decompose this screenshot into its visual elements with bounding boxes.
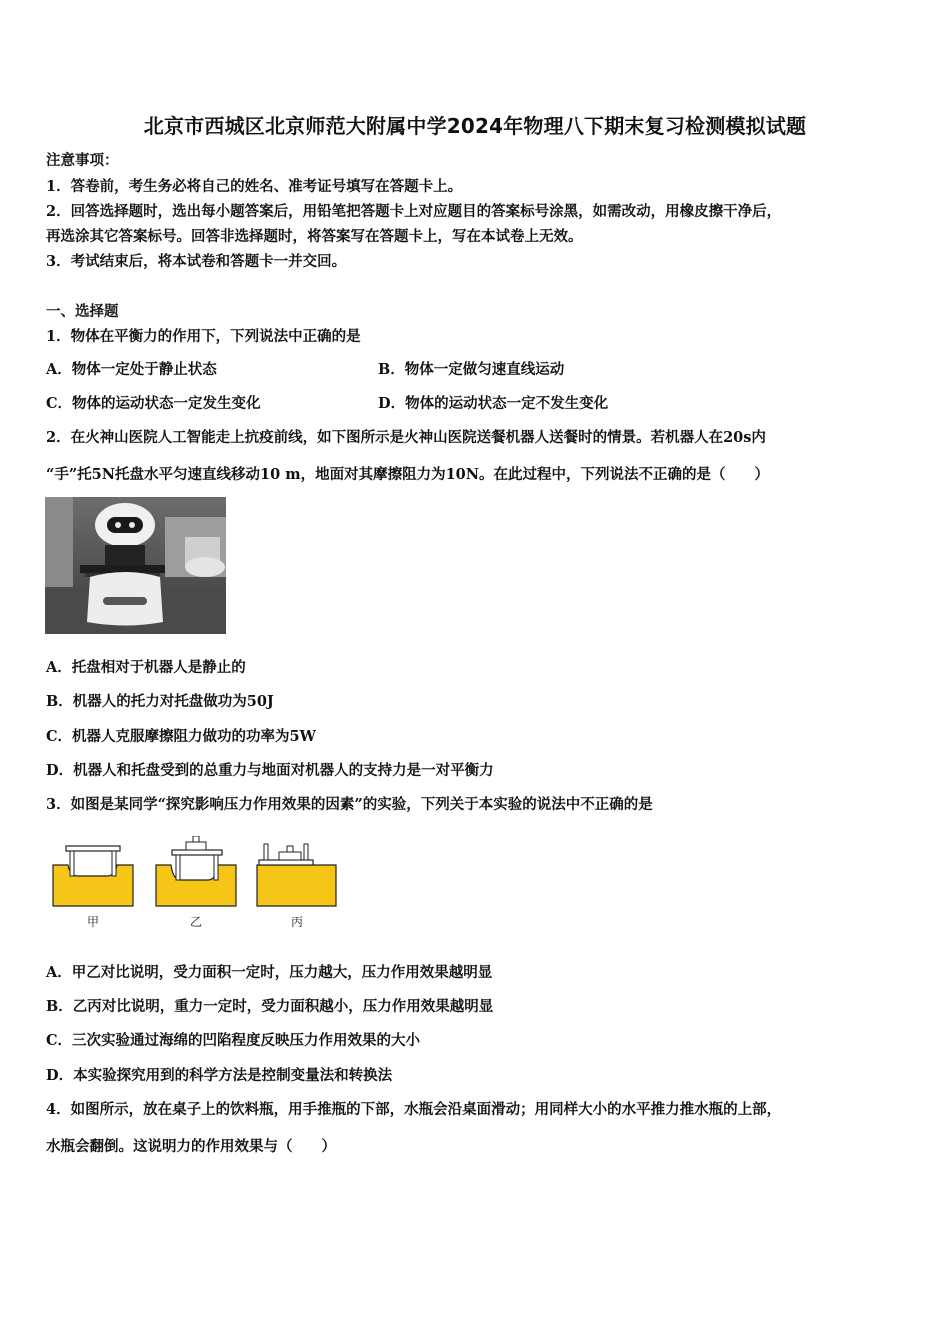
q2-option-d: D．机器人和托盘受到的总重力与地面对机器人的支持力是一对平衡力 <box>46 762 494 779</box>
figure-label-bing: 丙 <box>290 915 304 929</box>
sponge-bing <box>257 844 336 929</box>
sponge-yi <box>156 836 236 929</box>
notice-item: 再选涂其它答案标号。回答非选择题时，将答案写在答题卡上，写在本试卷上无效。 <box>46 228 583 245</box>
q3-option-b: B．乙丙对比说明，重力一定时，受力面积越小，压力作用效果越明显 <box>46 998 494 1015</box>
q2-option-b: B．机器人的托力对托盘做功为50J <box>46 693 274 710</box>
q2-option-a: A．托盘相对于机器人是静止的 <box>46 659 246 676</box>
q3-option-d: D．本实验探究用到的科学方法是控制变量法和转换法 <box>46 1067 393 1084</box>
q4-stem: 4．如图所示，放在桌子上的饮料瓶，用手推瓶的下部，水瓶会沿桌面滑动；用同样大小的水平推力推水瓶的上部， <box>46 1101 782 1118</box>
q2-stem: 2．在火神山医院人工智能走上抗疫前线，如下图所示是火神山医院送餐机器人送餐时的情景。若机器人在20s内 <box>46 429 766 446</box>
q2-stem: “手”托5N托盘水平匀速直线移动10 m，地面对其摩擦阻力为10N。在此过程中，下列说法不正确的是（ ） <box>46 466 770 483</box>
q1-option-c: C．物体的运动状态一定发生变化 <box>46 395 261 412</box>
notice-item: 1．答卷前，考生务必将自己的姓名、准考证号填写在答题卡上。 <box>46 178 463 195</box>
q3-option-c: C．三次实验通过海绵的凹陷程度反映压力作用效果的大小 <box>46 1032 421 1049</box>
robot-photo <box>45 497 226 634</box>
sponge-jia <box>53 846 133 929</box>
q3-option-a: A．甲乙对比说明，受力面积一定时，压力越大，压力作用效果越明显 <box>46 964 493 981</box>
section-heading: 一、选择题 <box>46 303 119 320</box>
exam-title: 北京市西城区北京师范大附属中学2024年物理八下期末复习检测模拟试题 <box>143 114 807 138</box>
notice-heading: 注意事项： <box>46 152 119 169</box>
q1-option-d: D．物体的运动状态一定不发生变化 <box>378 395 609 412</box>
q2-option-c: C．机器人克服摩擦阻力做功的功率为5W <box>46 728 316 745</box>
q1-stem: 1．物体在平衡力的作用下，下列说法中正确的是 <box>46 328 361 345</box>
figure-label-jia: 甲 <box>86 915 100 929</box>
q1-option-a: A．物体一定处于静止状态 <box>46 361 217 378</box>
sponge-experiment-figure <box>52 836 352 936</box>
q3-stem: 3．如图是某同学“探究影响压力作用效果的因素”的实验，下列关于本实验的说法中不正确的是 <box>46 796 653 813</box>
notice-item: 3．考试结束后，将本试卷和答题卡一并交回。 <box>46 253 347 270</box>
q4-stem: 水瓶会翻倒。这说明力的作用效果与（ ） <box>46 1138 336 1155</box>
figure-label-yi: 乙 <box>189 915 203 929</box>
q1-option-b: B．物体一定做匀速直线运动 <box>378 361 565 378</box>
notice-item: 2．回答选择题时，选出每小题答案后，用铅笔把答题卡上对应题目的答案标号涂黑，如需改动，用橡皮擦干净后， <box>46 203 782 220</box>
